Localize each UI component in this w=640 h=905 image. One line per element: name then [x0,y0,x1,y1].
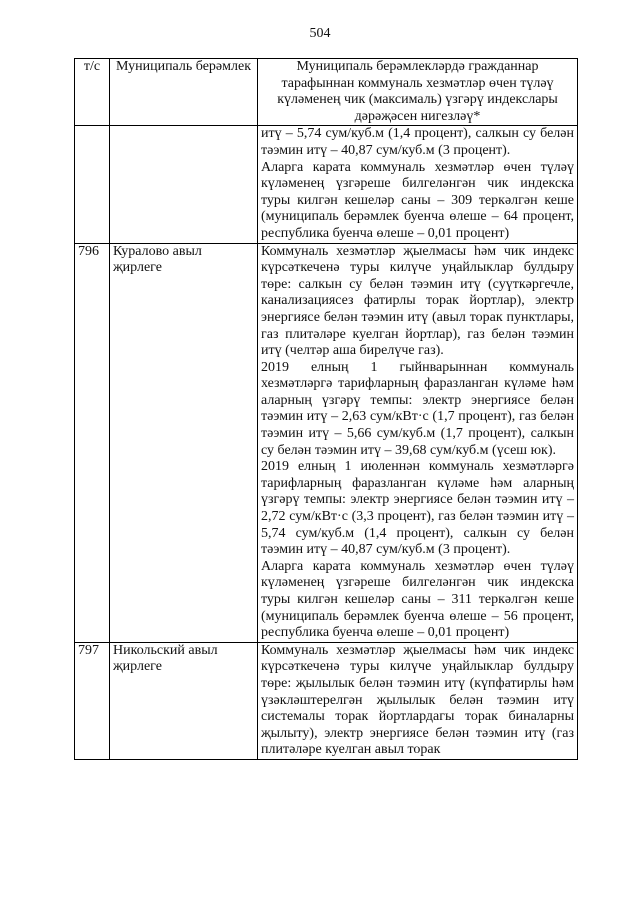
municipal-index-table [74,58,578,760]
row-paragraph: Коммуналь хезмәтләр җыелмасы һәм чик индекс күрсәткеченә туры килүче уңайлыклар булдыру төре: җылылык белән тәэмин итү (күпфатирлы һәм үзәкләштерелгән җылылык белән тәэмин итү системалы торак йортлардагы торак биналарны җылыту), электр энергиясе белән тәэмин итү (газ плитәләре куелган авыл торак [261,642,574,758]
table-row [75,243,578,642]
header-number: т/с [75,59,110,126]
row-justification [258,642,578,759]
row-number [75,126,110,243]
header-municipality: Муниципаль берәмлек [110,59,258,126]
row-paragraph: итү – 5,74 сум/куб.м (1,4 процент), салкын су белән тәэмин итү – 40,87 сум/куб.м (3 процент). [261,126,574,158]
row-paragraph: 2019 елның 1 гыйнварыннан коммуналь хезмәтләргә тарифларның фаразланган күләме һәм аларның үзгәрү темпы: электр энергиясе белән тәэмин итү – 2,63 сум/кВт·с (1,7 процент), газ белән тәэмин итү – 5,66 сум/куб.м (1,7 процент), салкын су белән тәэмин итү – 39,68 сум/куб.м (үсеш юк). [261,359,574,458]
header-justification: Муниципаль берәмлекләрдә гражданнар тарафыннан коммуналь хезмәтләр өчен түләү күләменең чик (максималь) үзгәрү индекслары дәрәҗәсен нигезләү* [258,59,578,126]
page-number: 504 [309,26,331,41]
row-municipality: Куралово авыл җирлеге [110,243,258,642]
row-municipality: Никольский авыл җирлеге [110,642,258,759]
row-number: 796 [75,243,110,642]
row-municipality [110,126,258,243]
table-header-row [75,59,578,126]
row-paragraph: 2019 елның 1 июленнән коммуналь хезмәтләргә тарифларның фаразланган күләме һәм аларның үзгәрү темпы: электр энергиясе белән тәэмин итү – 2,72 сум/кВт·с (3,3 процент), газ белән тәэмин итү – 5,74 сум/куб.м (1,4 процент), салкын су белән тәэмин итү – 40,87 сум/куб.м (3 процент). [261,459,574,558]
table-row [75,126,578,243]
row-number: 797 [75,642,110,759]
row-justification [258,243,578,642]
row-paragraph: Аларга карата коммуналь хезмәтләр өчен түләү күләменең үзгәреше билгеләнгән чик индекска туры килгән кешеләр саны – 311 теркәлгән кеше (муниципаль берәмлек буенча өлеше – 56 процент, республика буенча өлеше – 0,01 процент) [261,558,574,641]
row-justification [258,126,578,243]
table-row [75,642,578,759]
row-paragraph: Коммуналь хезмәтләр җыелмасы һәм чик индекс күрсәткеченә туры килүче уңайлыклар булдыру төре: салкын су белән тәэмин итү (суүткәргечле, канализациясез фатирлы торак йортлар), электр энергиясе белән тәэмин итү (авыл торак пунктлары, газ плитәләре куелган йортлар), газ белән тәэмин итү (челтәр аша бирелүче газ). [261,243,574,359]
row-paragraph: Аларга карата коммуналь хезмәтләр өчен түләү күләменең үзгәреше билгеләнгән чик индекска туры килгән кешеләр саны – 309 теркәлгән кеше (муниципаль берәмлек буенча өлеше – 64 процент, республика буенча өлеше – 0,01 процент) [261,159,574,241]
